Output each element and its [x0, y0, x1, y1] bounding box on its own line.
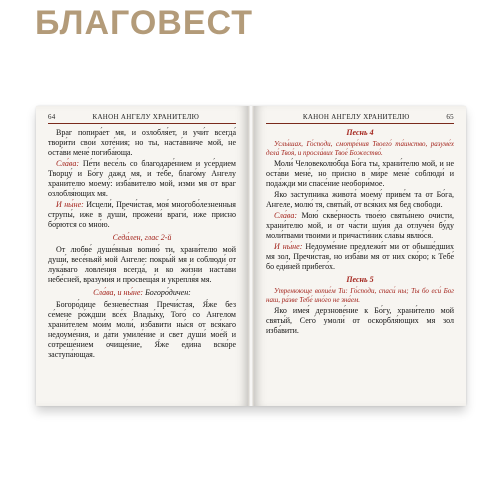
- left-page-number: 64: [48, 113, 56, 121]
- left-paragraph-5-label: Сла́ва, и ны́не:: [93, 288, 144, 297]
- left-paragraph-2-text: Пе́ти весе́ль со благодаре́нием и усе́рдием Творцу́ и Бо́гу дажд мя, и те́бе, благо́му Ангелу храни́телю моему́: изба́вителю мой, изми мя от враг озлобля́ющих мя.: [48, 159, 236, 198]
- right-paragraph-4: [266, 242, 454, 272]
- sedalen-heading: Седа́лен, глас 2-й: [112, 233, 172, 242]
- watermark-logo: БЛАГОВЕСТ: [35, 4, 253, 42]
- left-paragraph-2: [48, 159, 236, 199]
- left-page: [36, 106, 248, 406]
- left-paragraph-2-label: Сла́ва:: [56, 159, 80, 168]
- right-paragraph-3-text: Мою́ скве́рность твое́ю святы́нею очисти, храни́телю мой, и от ча́сти шу́ия да отлуче́н бу́ду моли́твами твоими и причасти́ник сла́вы явлю́ся.: [266, 211, 454, 240]
- left-running-title: КАНОН АНГЕЛУ ХРАНИТЕЛЮ: [92, 113, 200, 121]
- left-paragraph-5: [48, 288, 236, 298]
- right-paragraph-4-text: Недоуме́ние предлежи́т ми от обыше́дших мя зол, Пречи́стая, но изба́ви мя от них ско́ро; к Тебе́ бо еди́ней прибего́х.: [266, 242, 454, 271]
- right-running-title: КАНОН АНГЕЛУ ХРАНИТЕЛЮ: [302, 113, 410, 121]
- left-paragraph-3: [48, 200, 236, 230]
- irmos-4: Услы́шах, Го́споди, смотре́ния Твоего́ та́инство, разуме́х дела́ Твоя́, и просла́вих Твое́ Божество́.: [266, 140, 454, 157]
- right-paragraph-3-label: Сла́ва:: [274, 211, 298, 220]
- left-paragraph-3-text: Исцели́, Пречи́стая, моя́ многобо́лезненныя струпы́, иже в души́, прожени́ враги́, иже присно бо́рются со мно́ю.: [48, 200, 236, 229]
- right-paragraph-3: [266, 211, 454, 241]
- open-book: [36, 106, 466, 406]
- song-4-heading: Песнь 4: [346, 128, 374, 137]
- right-page-number: 65: [446, 113, 454, 121]
- right-paragraph-4-label: И ны́не:: [274, 242, 303, 251]
- right-paragraph-5: Яко имея́ дерзнове́ние к Бо́гу, храни́телю мой святы́й, Сего́ умоли́ от оскорбля́ющих мя зол изба́вити.: [266, 306, 454, 335]
- right-page: [254, 106, 466, 406]
- right-paragraph-2: Яко заступника живота́ моему́ приве́м та от Бо́га, Ангеле, молю́ тя, святы́й, от вся́ких мя бед свободи.: [266, 190, 454, 209]
- irmos-5: Утренююще вопие́м Ти: Го́споди, спаси́ ны; Ты бо еси́ Бог наш, ра́зве Тебе́ ино́го не зна́ем.: [266, 287, 454, 304]
- left-paragraph-5-text: Богоро́дичен:: [145, 288, 191, 297]
- left-paragraph-3-label: И ны́не:: [56, 200, 84, 209]
- left-paragraph-6: Богоро́дице безневе́стная Пречи́стая, Я́же без се́мене ро́ждши все́х Влады́ку, Того́ со Ангелом храни́телем мои́м моли́, избавити ны́ся от вся́каго недоуме́ния, и да́ти умиле́ние и свет души́ мое́й и сотреше́нием очище́ние, Я́же еди́на вско́ре заступа́ющая.: [48, 300, 236, 359]
- right-paragraph-1: Моли́ Человеколю́бца Бо́га ты, храни́телю мой, и не оста́ви мене́, но при́сно в ми́ре мене́ соблюди́ и пода́жди ми спасе́ние необори́мое.: [266, 159, 454, 188]
- right-running-head: [266, 112, 454, 124]
- left-running-head: [48, 112, 236, 124]
- left-paragraph-1: Враг попира́ет мя, и озлобля́ет, и учи́т всегда́ твори́ти свои́ хоте́ния; но ты, наста́вниче мой, не оста́ви мене́ погиба́юща.: [48, 128, 236, 157]
- song-5-heading: Песнь 5: [346, 275, 374, 284]
- left-paragraph-4: От любве́ душе́вныя вопию́ ти, храни́телю мой души́, весе́ньяй мой Ангеле: покры́й мя и соблюди́ от лука́ваго ловле́ния всегда́, и ко жи́зни наста́ви небе́сней, вразуми́я и просвеща́я и укрепля́я мя.: [48, 245, 236, 284]
